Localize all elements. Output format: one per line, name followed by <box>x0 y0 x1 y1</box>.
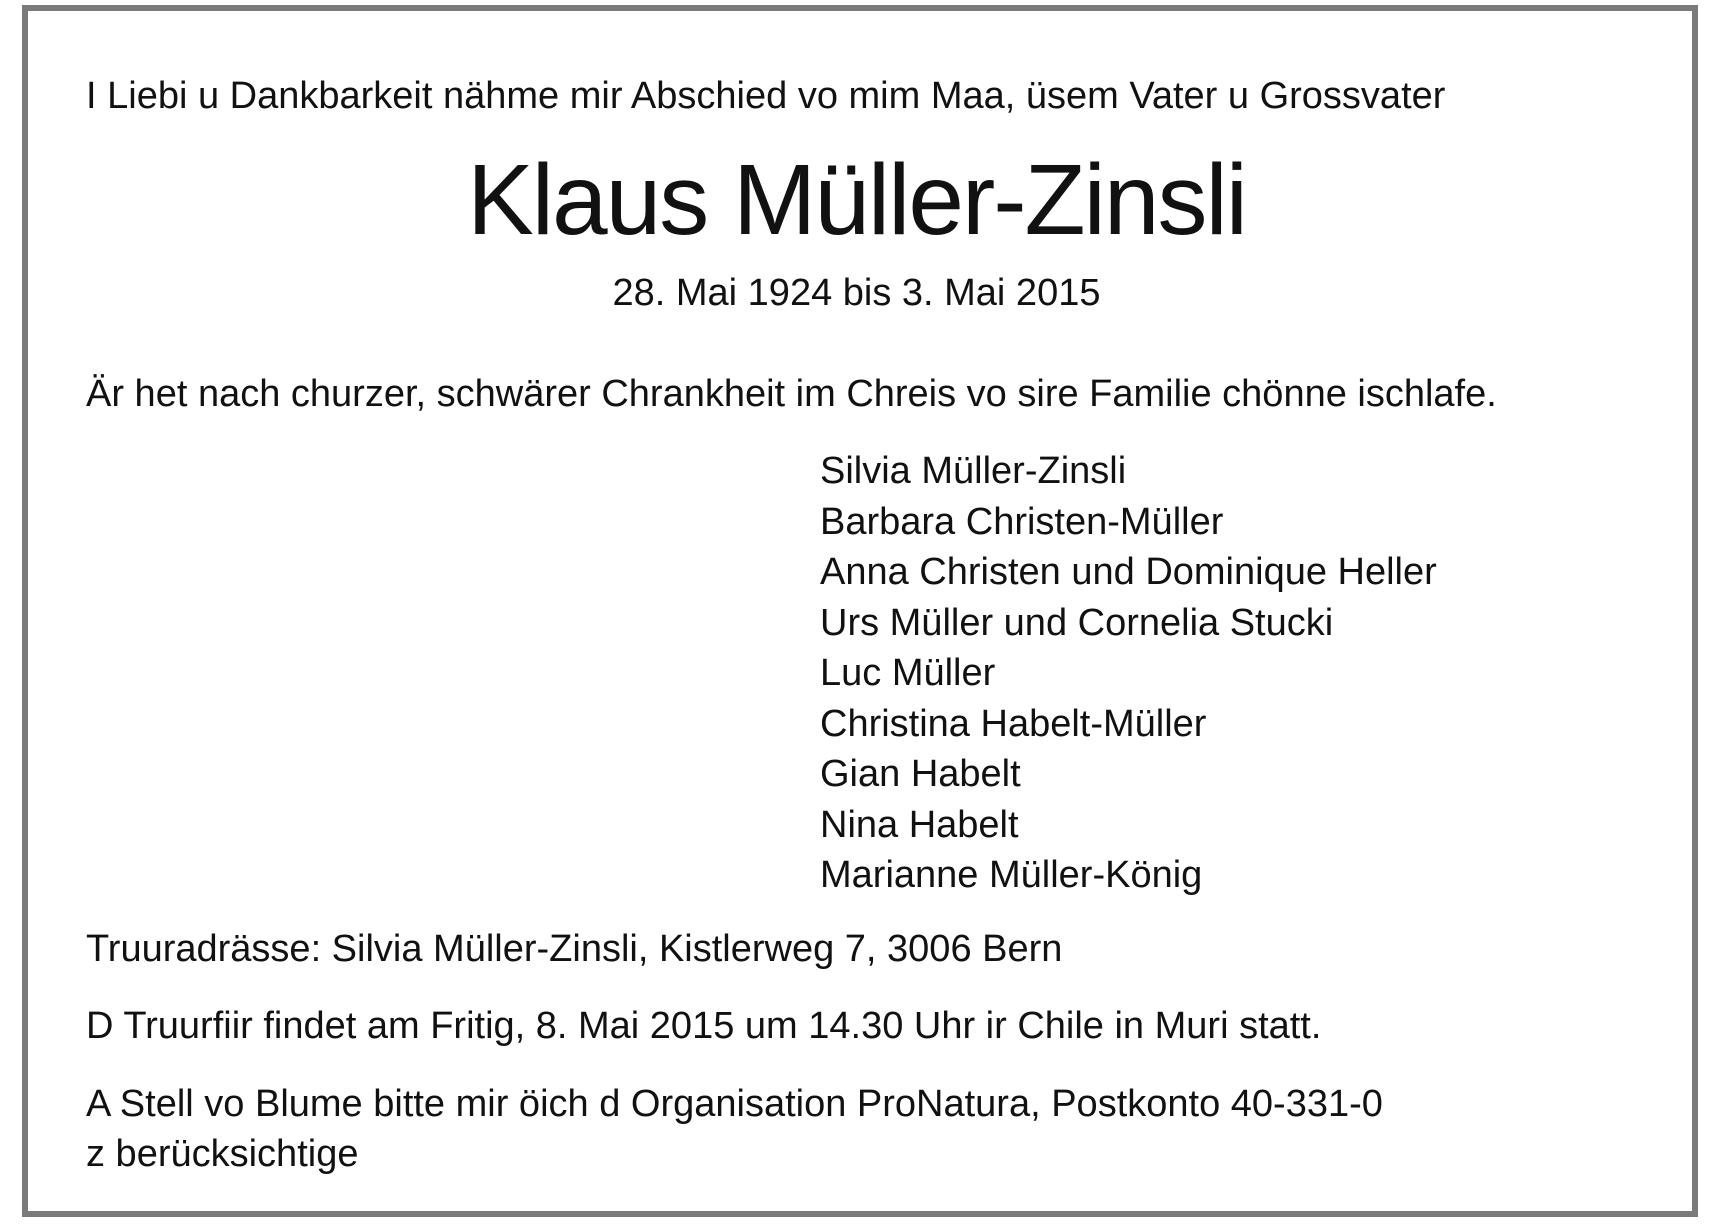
mourner-name: Gian Habelt <box>820 753 1021 795</box>
intro-text: I Liebi u Dankbarkeit nähme mir Abschied vo mim Maa, üsem Vater u Grossvater <box>86 75 1446 117</box>
passing-sentence: Är het nach churzer, schwärer Chrankheit im Chreis vo sire Familie chönne ischlafe. <box>86 373 1497 415</box>
mourner-name: Anna Christen und Dominique Heller <box>820 551 1437 593</box>
mourner-name: Urs Müller und Cornelia Stucki <box>820 601 1334 644</box>
mourner-name: Nina Habelt <box>820 803 1019 846</box>
donation-note <box>86 1079 1383 1179</box>
mourner-name: Marianne Müller-König <box>820 854 1203 896</box>
mourner-name: Christina Habelt-Müller <box>820 702 1207 745</box>
donation-line-1: A Stell vo Blume bitte mir öich d Organisation ProNatura, Postkonto 40-331-0 <box>86 1083 1383 1125</box>
deceased-name: Klaus Müller-Zinsli <box>467 144 1246 256</box>
donation-line-2: z berücksichtige <box>86 1133 359 1175</box>
mourners-list <box>820 446 1437 901</box>
mourner-name: Silvia Müller-Zinsli <box>820 450 1127 492</box>
mourning-address: Truuradrässe: Silvia Müller-Zinsli, Kistlerweg 7, 3006 Bern <box>86 928 1063 970</box>
mourner-name: Barbara Christen-Müller <box>820 500 1224 543</box>
mourner-name: Luc Müller <box>820 652 996 694</box>
life-dates: 28. Mai 1924 bis 3. Mai 2015 <box>612 272 1101 314</box>
funeral-ceremony-info: D Truurfiir findet am Fritig, 8. Mai 2015 um 14.30 Uhr ir Chile in Muri statt. <box>86 1005 1322 1047</box>
